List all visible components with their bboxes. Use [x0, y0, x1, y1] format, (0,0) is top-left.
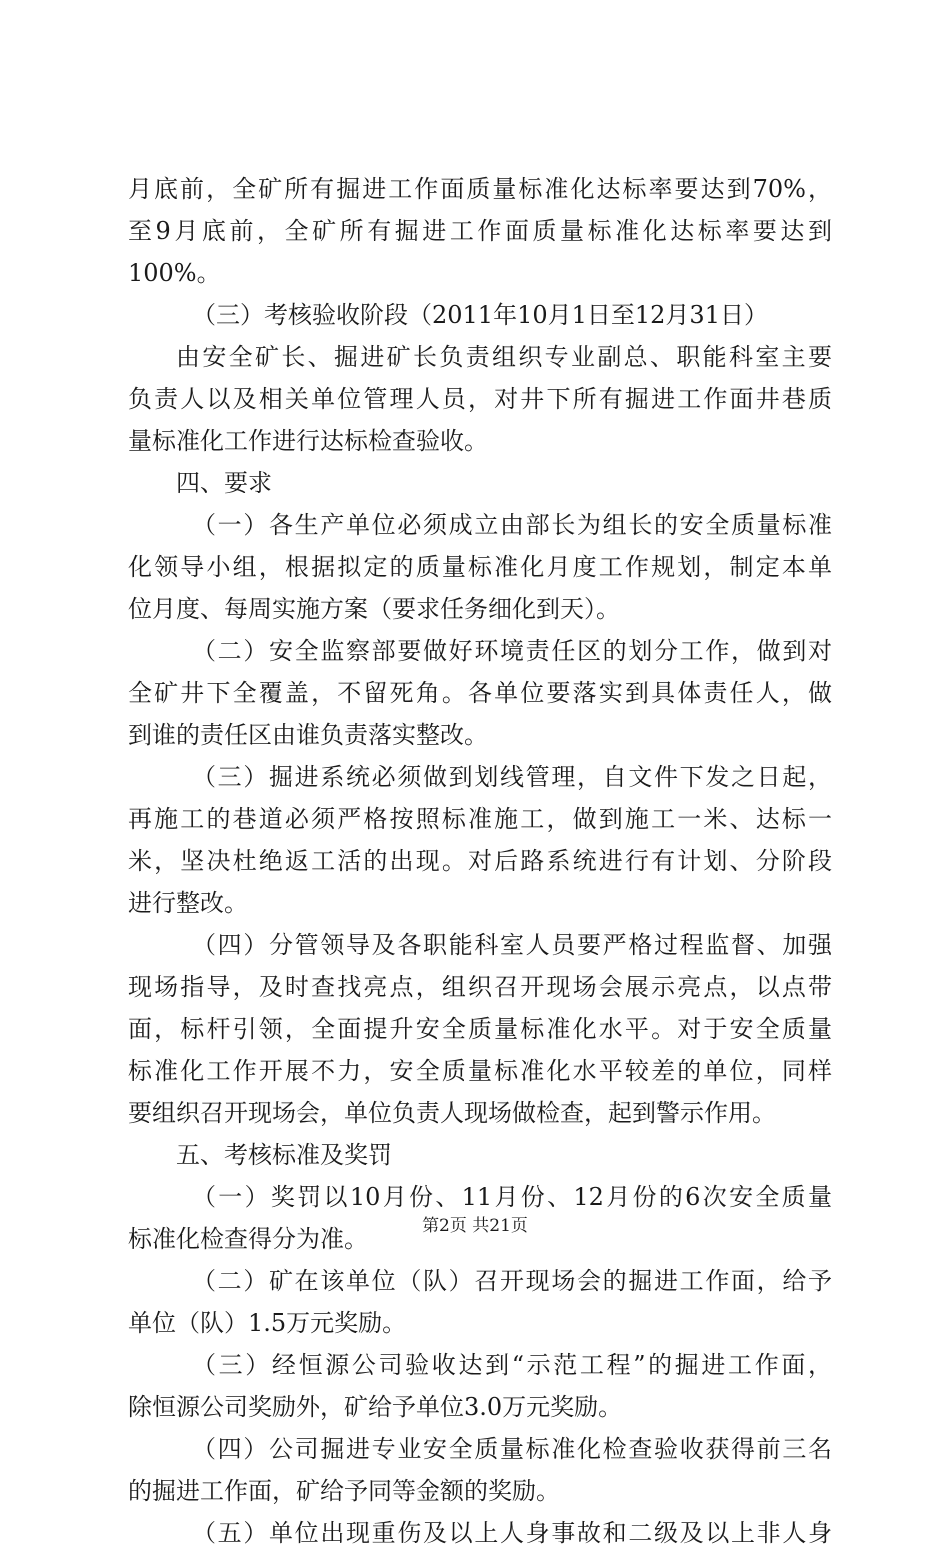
paragraph-line: （四）分管领导及各职能科室人员要严格过程监督、加强 — [192, 931, 832, 959]
paragraph-line: 米，坚决杜绝返工活的出现。对后路系统进行有计划、分阶段 — [128, 847, 832, 875]
paragraph-line: 全矿井下全覆盖，不留死角。各单位要落实到具体责任人，做 — [128, 679, 832, 707]
paragraph-line: 量标准化工作进行达标检查验收。 — [128, 427, 488, 455]
section-heading: 四、要求 — [176, 469, 272, 497]
paragraph-line: （三）掘进系统必须做到划线管理，自文件下发之日起， — [192, 763, 832, 791]
paragraph-line: （一）各生产单位必须成立由部长为组长的安全质量标准 — [192, 511, 832, 539]
section-heading: （三）考核验收阶段（2011年10月1日至12月31日） — [192, 301, 768, 329]
paragraph-line: 面，标杆引领，全面提升安全质量标准化水平。对于安全质量 — [128, 1015, 832, 1043]
paragraph-line: （二）矿在该单位（队）召开现场会的掘进工作面，给予 — [192, 1267, 832, 1295]
paragraph-line: 至9月底前，全矿所有掘进工作面质量标准化达标率要达到 — [128, 217, 832, 245]
paragraph-line: 标准化检查得分为准。 — [128, 1225, 368, 1253]
paragraph-line: 100%。 — [128, 259, 221, 287]
paragraph-line: 要组织召开现场会，单位负责人现场做检查，起到警示作用。 — [128, 1099, 776, 1127]
paragraph-line: 负责人以及相关单位管理人员，对井下所有掘进工作面井巷质 — [128, 385, 832, 413]
page-number: 第2页 共21页 — [422, 1216, 528, 1236]
paragraph-line: （五）单位出现重伤及以上人身事故和二级及以上非人身 — [192, 1519, 832, 1547]
paragraph-line: （二）安全监察部要做好环境责任区的划分工作，做到对 — [192, 637, 832, 665]
paragraph-line: （三）经恒源公司验收达到“示范工程”的掘进工作面， — [192, 1351, 832, 1379]
paragraph-line: 的掘进工作面，矿给予同等金额的奖励。 — [128, 1477, 560, 1505]
paragraph-line: 月底前，全矿所有掘进工作面质量标准化达标率要达到70%， — [128, 175, 832, 203]
paragraph-line: 标准化工作开展不力，安全质量标准化水平较差的单位，同样 — [128, 1057, 832, 1085]
paragraph-line: 除恒源公司奖励外，矿给予单位3.0万元奖励。 — [128, 1393, 623, 1421]
paragraph-line: 进行整改。 — [128, 889, 248, 917]
paragraph-line: 再施工的巷道必须严格按照标准施工，做到施工一米、达标一 — [128, 805, 832, 833]
paragraph-line: 位月度、每周实施方案（要求任务细化到天）。 — [128, 595, 620, 623]
paragraph-line: 由安全矿长、掘进矿长负责组织专业副总、职能科室主要 — [176, 343, 832, 371]
paragraph-line: （一）奖罚以10月份、11月份、12月份的6次安全质量 — [192, 1183, 832, 1211]
document-body — [128, 168, 832, 1554]
paragraph-line: 单位（队）1.5万元奖励。 — [128, 1309, 407, 1337]
paragraph-line: 现场指导，及时查找亮点，组织召开现场会展示亮点，以点带 — [128, 973, 832, 1001]
paragraph-line: 化领导小组，根据拟定的质量标准化月度工作规划，制定本单 — [128, 553, 832, 581]
paragraph-line: 到谁的责任区由谁负责落实整改。 — [128, 721, 488, 749]
section-heading: 五、考核标准及奖罚 — [176, 1141, 392, 1169]
paragraph-line: （四）公司掘进专业安全质量标准化检查验收获得前三名 — [192, 1435, 832, 1463]
